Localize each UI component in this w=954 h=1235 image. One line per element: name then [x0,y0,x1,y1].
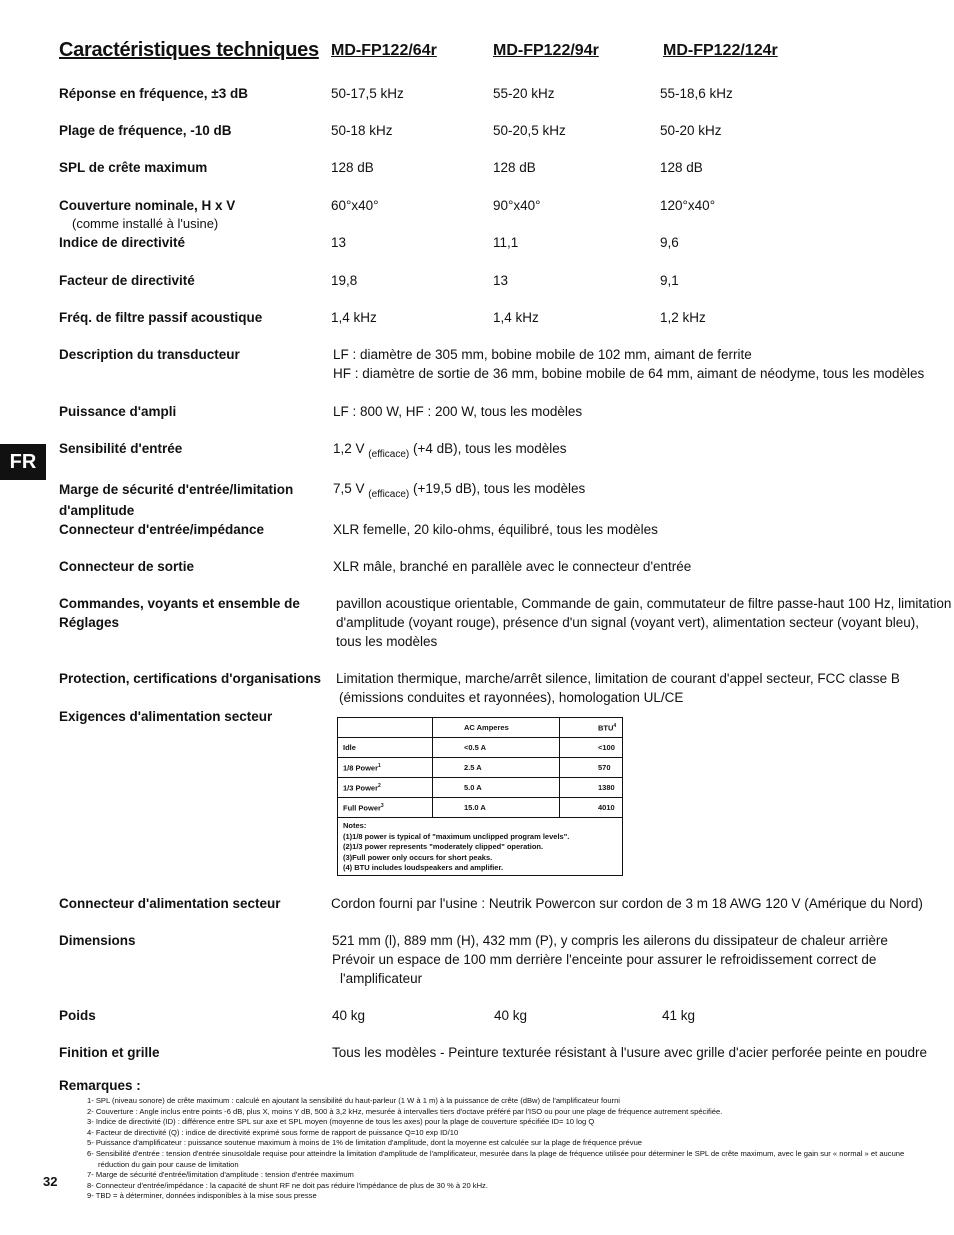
table-cell: 15.0 A [433,798,560,818]
spec-label-coverage: Couverture nominale, H x V [59,198,236,213]
spec-value: 19,8 [331,273,358,288]
spec-label-output-connector: Connecteur de sortie [59,559,195,574]
note-line: (1)1/8 power is typical of "maximum unclipped program levels". [343,831,570,841]
spec-value: 11,1 [493,235,519,250]
spec-label-dimensions: Dimensions [59,933,136,948]
table-cell [338,798,433,818]
remark-item: 1- SPL (niveau sonore) de crête maximum : calculé en ajoutant la sensibilité du haut-parleur (1 W à 1 m) à la puissance de crête (dBw) de l'amplificateur fourni [87,1096,620,1105]
table-cell: 4010 [560,798,623,818]
spec-value: 1,2 kHz [660,310,706,325]
footnote-mark: 2 [378,782,381,789]
text-line: Prévoir un espace de 100 mm derrière l'enceinte pour assurer le refroidissement correct de [332,952,877,967]
header-text: BTU [598,723,614,733]
language-tab-label: FR [9,450,37,473]
table-cell: 2.5 A [433,758,560,778]
spec-label-freq-response: Réponse en fréquence, ±3 dB [59,86,248,101]
table-header-cell [560,718,623,738]
spec-value: XLR femelle, 20 kilo-ohms, équilibré, tous les modèles [333,522,658,537]
spec-value: 41 kg [662,1008,696,1023]
spec-label-finish: Finition et grille [59,1045,160,1060]
table-cell: <0.5 A [433,738,560,758]
remark-item: 8- Connecteur d'entrée/impédance : la capacité de shunt RF ne doit pas réduire l'impédance de plus de 30 % à 20 kHz. [87,1180,488,1190]
table-row [338,738,623,758]
spec-value: 13 [331,235,347,250]
text-line: LF : diamètre de 305 mm, bobine mobile de 102 mm, aimant de ferrite [333,347,752,362]
spec-label-di: Indice de directivité [59,235,186,250]
spec-value: 9,1 [660,273,679,288]
text-line: 521 mm (l), 889 mm (H), 432 mm (P), y compris les ailerons du dissipateur de chaleur arrière [332,933,888,948]
remark-item: 7- Marge de sécurité d'entrée/limitation d'amplitude : tension d'entrée maximum [87,1170,354,1180]
spec-label-spl: SPL de crête maximum [59,160,208,175]
spec-value: 50-18 kHz [331,123,393,138]
spec-value: 40 kg [494,1008,528,1023]
text-line: (émissions conduites et rayonnées), homologation UL/CE [339,690,684,705]
spec-value: 9,6 [660,235,679,250]
remarks-title: Remarques : [59,1078,141,1093]
remark-item: 2- Couverture : Angle inclus entre points -6 dB, plus X, moins Y dB, 500 à 3,2 kHz, mesurée à intervalles tiers d'octave préféré par l'ISO ou pour une plage de fréquence autrement spécifiée. [87,1106,723,1116]
text-line: HF : diamètre de sortie de 36 mm, bobine mobile de 64 mm, aimant de néodyme, tous les modèles [333,366,925,381]
table-cell [338,778,433,798]
model-header-94r: MD-FP122/94r [493,42,599,59]
spec-value: Tous les modèles - Peinture texturée résistant à l'usure avec grille d'acier perforée peinte en poudre [332,1045,927,1060]
spec-value-controls [336,594,951,651]
spec-value: 90°x40° [493,198,541,213]
text-line: Limitation thermique, marche/arrêt silence, limitation de courant d'appel secteur, FCC classe B [336,671,900,686]
spec-label-q: Facteur de directivité [59,273,195,288]
spec-label-protection: Protection, certifications d'organisations [59,671,322,686]
value-subscript: (efficace) [368,489,410,500]
note-line: (4) BTU includes loudspeakers and amplifier. [343,863,504,872]
table-cell: 570 [560,758,623,778]
spec-value: 1,4 kHz [331,310,377,325]
spec-value: 60°x40° [331,198,379,213]
text-line: pavillon acoustique orientable, Commande de gain, commutateur de filtre passe-haut 100 Hz, limitation [336,596,952,611]
table-row [338,758,623,778]
spec-label-headroom: Marge de sécurité d'entrée/limitation d'amplitude [59,482,294,518]
spec-value: Cordon fourni par l'usine : Neutrik Powercon sur cordon de 3 m 18 AWG 120 V (Amérique du Nord) [331,896,923,911]
ac-power-table [337,717,623,876]
spec-value: 128 dB [660,160,703,175]
remark-item: 6- Sensibilité d'entrée : tension d'entrée sinusoïdale requise pour atteindre la limitation d'amplitude de l'amplificateur, mesurée dans la plage de fréquence utilisée pour déterminer le SPL de crête maximum, avec le gain sur « normal » et aucune [87,1148,905,1158]
table-header-cell: AC Amperes [433,718,560,738]
spec-label-amp-power: Puissance d'ampli [59,404,177,419]
spec-value-protection [336,669,900,707]
spec-value-headroom [333,479,585,500]
text-line: l'amplificateur [340,971,423,986]
spec-label-sensitivity: Sensibilité d'entrée [59,441,183,456]
spec-label-ac-connector: Connecteur d'alimentation secteur [59,896,281,911]
page-number: 32 [43,1174,58,1189]
model-header-124r: MD-FP122/124r [663,42,778,59]
table-header-cell [338,718,433,738]
row-label: Idle [343,743,356,752]
spec-value: 50-20 kHz [660,123,722,138]
spec-value: 55-18,6 kHz [660,86,733,101]
spec-value-sensitivity [333,439,566,460]
spec-label-input-connector: Connecteur d'entrée/impédance [59,522,265,537]
table-row [338,778,623,798]
note-line: (2)1/3 power represents "moderately clipped" operation. [343,842,544,851]
spec-value-dimensions [332,931,888,988]
value-text: (+19,5 dB), tous les modèles [413,481,586,496]
language-tab [0,444,46,480]
page-title: Caractéristiques techniques [59,39,319,61]
spec-sublabel-coverage: (comme installé à l'usine) [72,216,219,231]
spec-label-weight: Poids [59,1008,96,1023]
note-line: (3)Full power only occurs for short peaks. [343,852,493,862]
spec-value: 128 dB [493,160,536,175]
row-label: 1/8 Power [343,763,379,773]
value-text: 1,2 V [333,441,365,456]
spec-label-freq-range: Plage de fréquence, -10 dB [59,123,232,138]
row-label: Full Power [343,803,381,813]
spec-value: 50-20,5 kHz [493,123,566,138]
spec-value: 50-17,5 kHz [331,86,404,101]
footnote-mark: 3 [380,802,384,809]
table-notes [338,818,623,876]
spec-label-ac-requirements: Exigences d'alimentation secteur [59,709,273,724]
table-cell: 5.0 A [433,778,560,798]
spec-value: XLR mâle, branché en parallèle avec le connecteur d'entrée [333,559,692,574]
remark-item: 9- TBD = à déterminer, données indisponibles à la mise sous presse [87,1191,317,1201]
remark-item: 5- Puissance d'amplificateur : puissance soutenue maximum à moins de 1% de limitation d'amplitude, dont la moyenne est calculée sur la plage de fréquence prévue [87,1138,643,1148]
table-row [338,798,623,818]
remark-item: 3- Indice de directivité (ID) : différence entre SPL sur axe et SPL moyen (moyenne de tous les axes) pour la plage de couverture spécifiée ID= 10 log Q [87,1117,595,1127]
table-cell: 1380 [560,778,623,798]
text-line: tous les modèles [336,634,438,649]
remarks-list [87,1096,922,1202]
spec-value: 55-20 kHz [493,86,555,101]
row-label: 1/3 Power [343,783,379,793]
note-line: Notes: [343,821,367,830]
footnote-mark: 1 [378,762,381,769]
table-cell [338,738,433,758]
footnote-mark: 4 [613,722,617,729]
spec-value: 40 kg [332,1008,366,1023]
value-subscript: (efficace) [368,449,410,460]
spec-label-crossover: Fréq. de filtre passif acoustique [59,310,263,325]
spec-value: 13 [493,273,509,288]
table-notes-row [338,818,623,876]
remark-item: réduction du gain pour cause de limitation [98,1159,239,1169]
model-header-64r: MD-FP122/64r [331,42,437,59]
table-cell: <100 [560,738,623,758]
remark-item: 4- Facteur de directivité (Q) : indice de directivité exprimé sous forme de rapport de puissance Q=10 exp ID/10 [87,1127,459,1137]
table-cell [338,758,433,778]
spec-value: LF : 800 W, HF : 200 W, tous les modèles [333,404,583,419]
table-header-row [338,718,623,738]
spec-label-transducer: Description du transducteur [59,347,240,362]
value-text: (+4 dB), tous les modèles [413,441,567,456]
spec-value-transducer [333,345,924,383]
text-line: d'amplitude (voyant rouge), présence d'un signal (voyant vert), alimentation secteur (voyant bleu), [336,615,919,630]
value-text: 7,5 V [333,481,365,496]
spec-label-controls: Commandes, voyants et ensemble de Réglages [59,596,300,630]
spec-value: 1,4 kHz [493,310,539,325]
spec-value: 128 dB [331,160,374,175]
spec-value: 120°x40° [660,198,716,213]
